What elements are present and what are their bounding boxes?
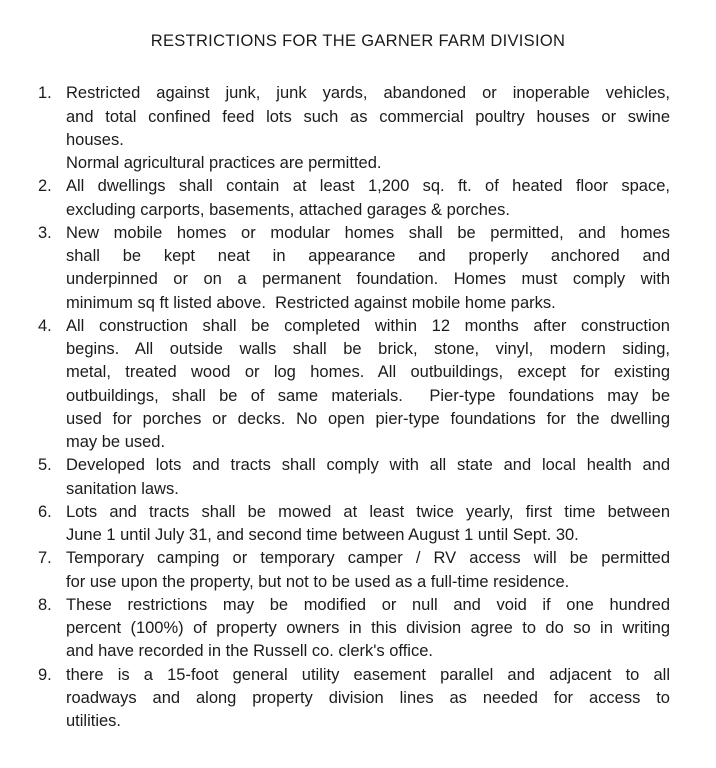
text-line: utilities. [66,712,122,730]
text-line: sanitation laws. [66,479,179,498]
text-line: Lots and tracts shall be mowed at least twice yearly, first time between [66,502,670,521]
text-line: minimum sq ft listed above. Restricted against mobile home parks. [66,293,556,312]
text-line: roadways and along property division lines as needed for access to [66,688,670,707]
text-line: and have recorded in the Russell co. clerk's office. [66,642,433,661]
text-line: New mobile homes or modular homes shall be permitted, and homes [66,223,670,242]
text-line: underpinned or on a permanent foundation. Homes must comply with [66,270,670,289]
item-text [66,594,670,664]
list-item [38,664,670,734]
list-item [38,454,670,501]
item-number: 7. [38,549,52,568]
list-item [38,501,670,548]
text-line: June 1 until July 31, and second time between August 1 until Sept. 30. [66,526,579,544]
text-line: used for porches or decks. No open pier-type foundations for the dwelling [66,409,670,428]
item-number: 1. [38,84,52,103]
item-number: 6. [38,502,52,521]
list-item [38,222,670,315]
text-line: outbuildings, shall be of same materials. Pier-type foundations may be [66,386,670,405]
list-item [38,82,670,175]
restrictions-list [0,82,716,733]
item-number: 8. [38,595,52,614]
text-line: These restrictions may be modified or null and void if one hundred [66,595,670,614]
text-line: Restricted against junk, junk yards, abandoned or inoperable vehicles, [66,84,670,103]
list-item [38,594,670,664]
text-line: All dwellings shall contain at least 1,200 sq. ft. of heated floor space, [66,177,670,196]
text-line: Developed lots and tracts shall comply with all state and local health and [66,456,670,475]
text-line: metal, treated wood or log homes. All outbuildings, except for existing [66,363,670,382]
text-line: may be used. [66,433,166,451]
item-text [66,175,670,222]
text-line: Normal agricultural practices are permitted. [66,154,382,172]
text-line: and total confined feed lots such as commercial poultry houses or swine [66,107,670,126]
text-line: there is a 15-foot general utility easement parallel and adjacent to all [66,665,670,684]
item-text [66,454,670,501]
text-line: shall be kept neat in appearance and properly anchored and [66,247,670,265]
text-line: houses. [66,130,124,149]
text-line: percent (100%) of property owners in this division agree to do so in writing [66,619,670,637]
item-number: 2. [38,177,52,196]
item-text [66,501,670,548]
item-number: 5. [38,456,52,475]
item-text [66,222,670,315]
item-text [66,547,670,594]
item-text [66,664,670,734]
list-item [38,547,670,594]
text-line: excluding carports, basements, attached garages & porches. [66,200,510,219]
item-number: 3. [38,223,52,242]
item-text [66,82,670,175]
list-item [38,315,670,455]
item-number: 4. [38,316,52,335]
text-line: for use upon the property, but not to be used as a full-time residence. [66,572,570,591]
item-number: 9. [38,665,52,684]
document-title: RESTRICTIONS FOR THE GARNER FARM DIVISION [150,32,566,50]
text-line: All construction shall be completed within 12 months after construction [66,316,670,335]
text-line: Temporary camping or temporary camper / RV access will be permitted [66,549,670,568]
item-text [66,315,670,455]
text-line: begins. All outside walls shall be brick, stone, vinyl, modern siding, [66,340,670,358]
list-item [38,175,670,222]
